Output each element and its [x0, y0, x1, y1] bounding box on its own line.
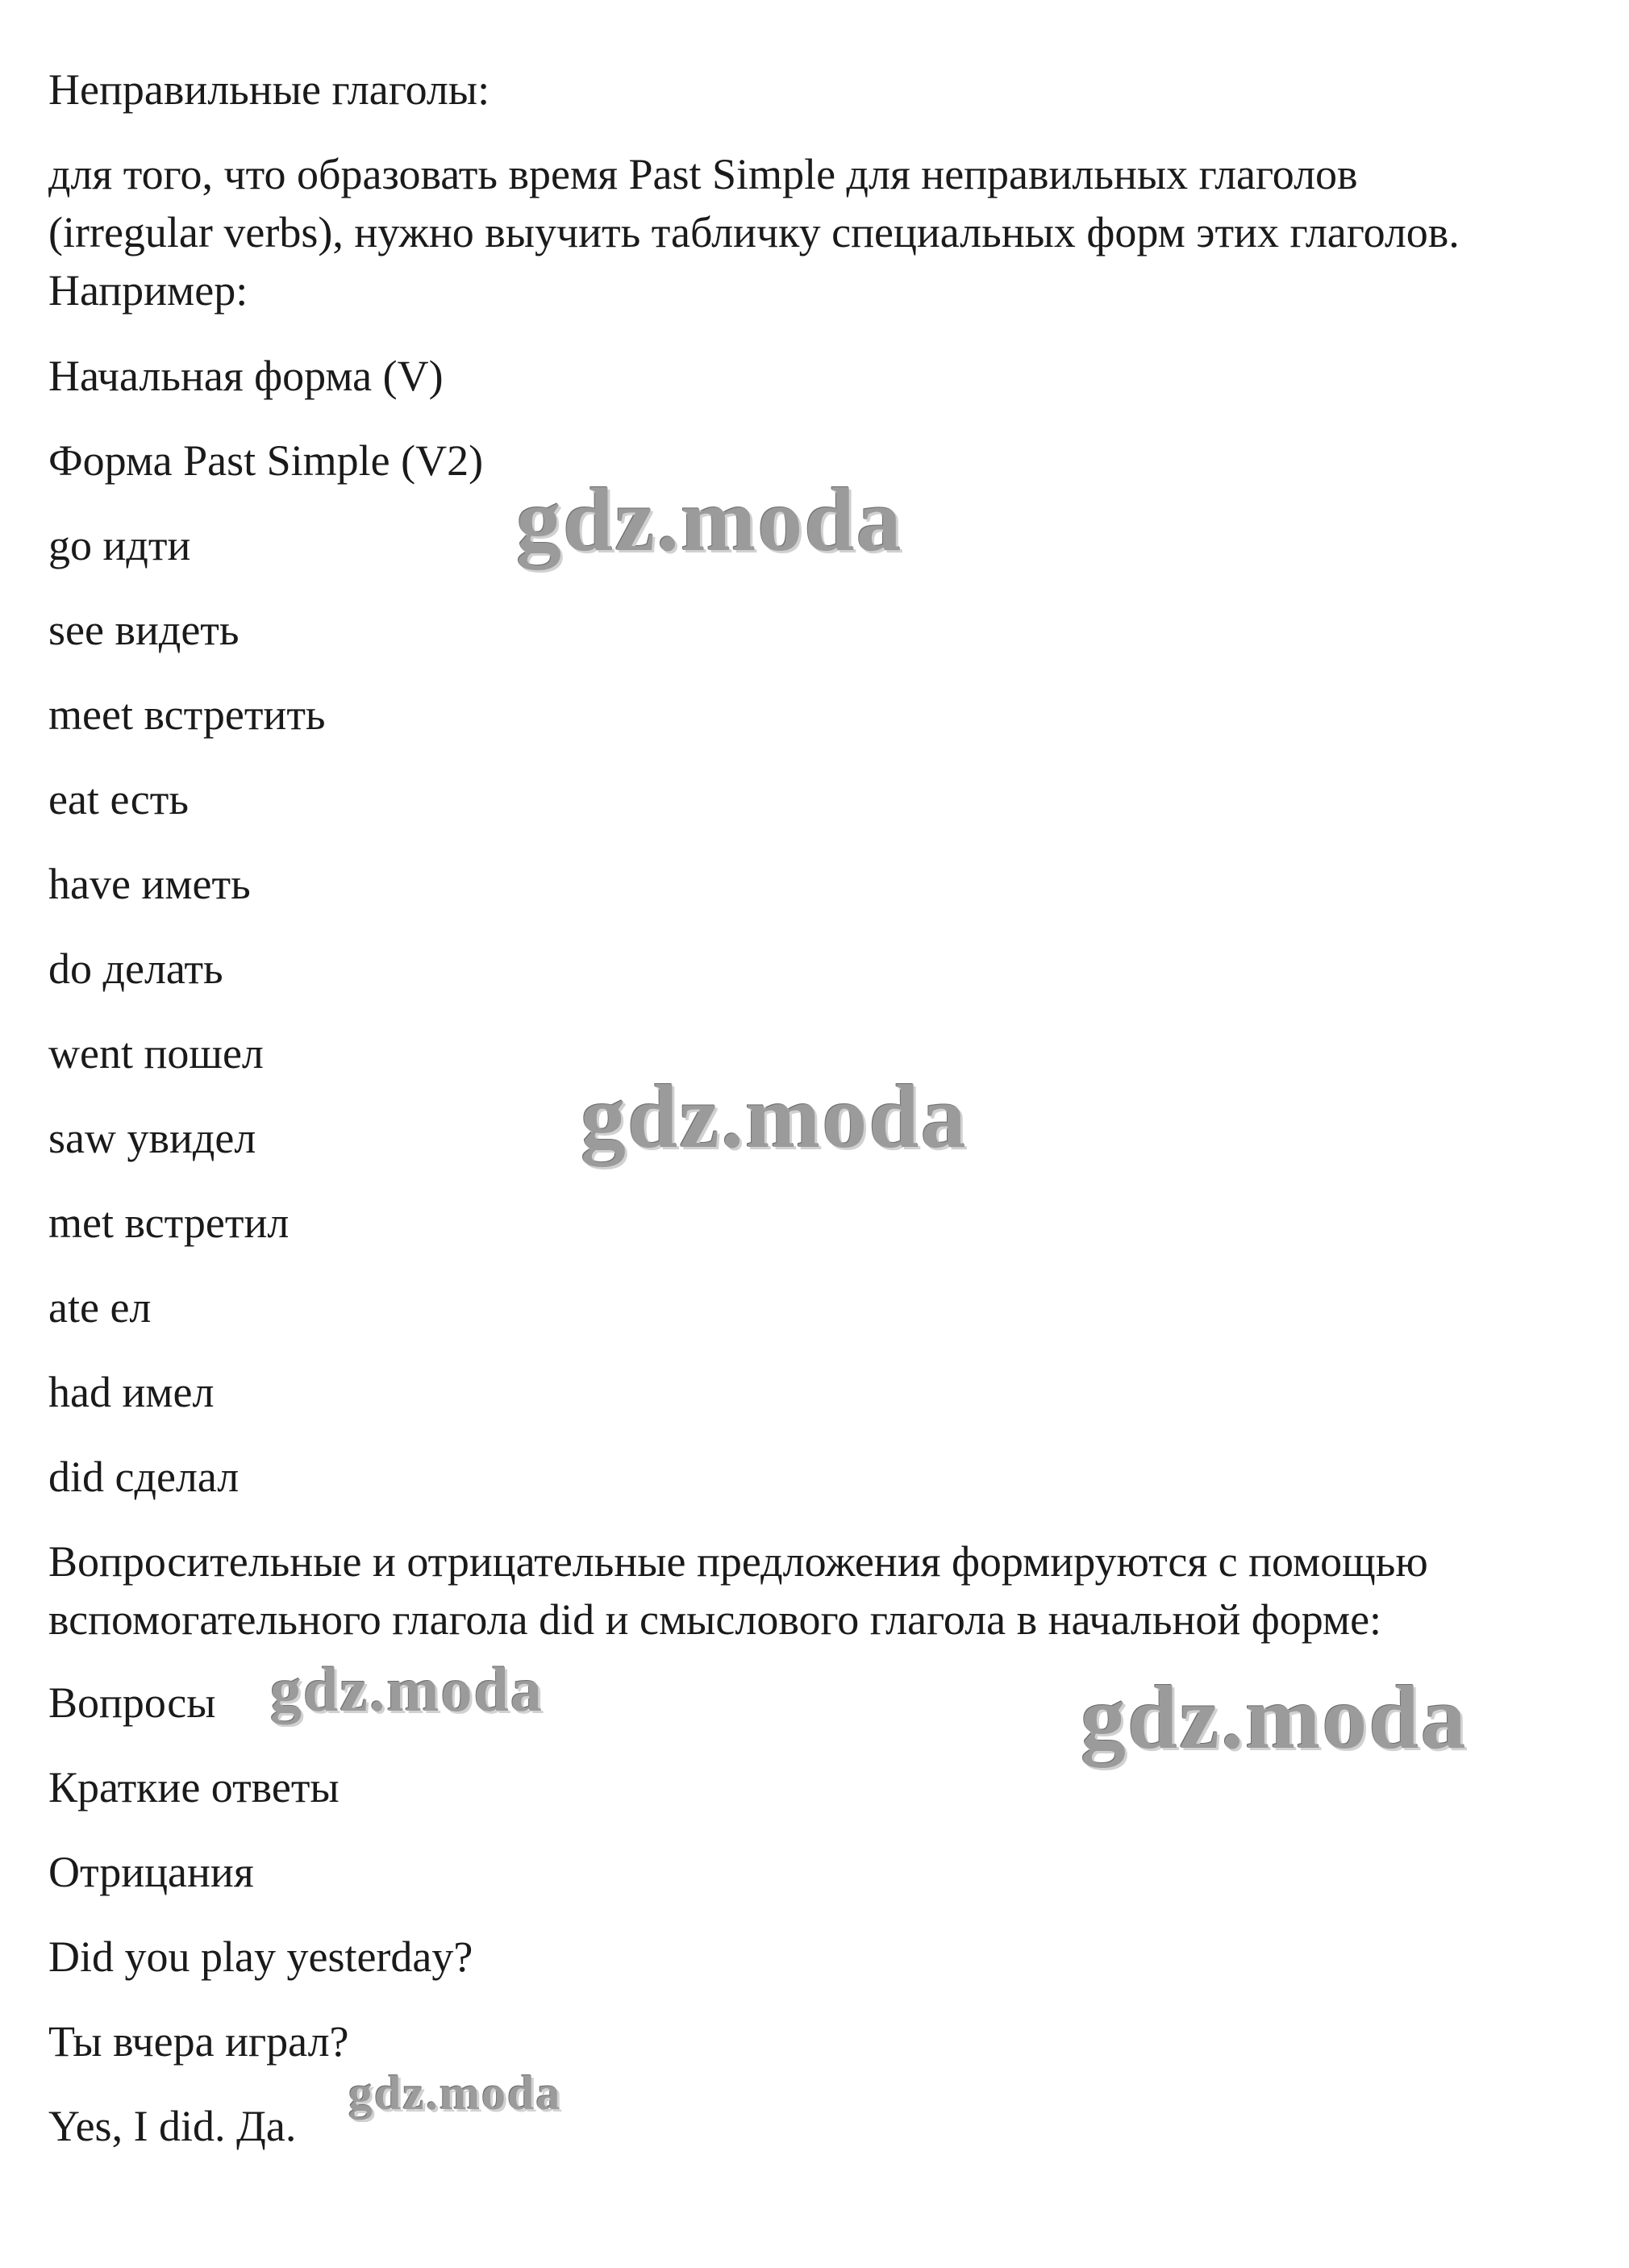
paragraph-line: Например:	[48, 266, 248, 315]
example-answer: Yes, I did. Да.	[48, 2102, 297, 2150]
verb-item: have иметь	[48, 860, 251, 908]
verb-item: eat есть	[48, 775, 189, 823]
verb-item: go идти	[48, 521, 191, 569]
verb-item: do делать	[48, 944, 223, 993]
verb-item: did сделал	[48, 1453, 240, 1501]
section-label-short-answers: Краткие ответы	[48, 1763, 340, 1811]
verb-item: saw увидел	[48, 1114, 256, 1162]
verb-item: had имел	[48, 1368, 215, 1416]
table-header-base-form: Начальная форма (V)	[48, 352, 444, 400]
verb-item: went пошел	[48, 1029, 264, 1078]
section-label-questions: Вопросы	[48, 1678, 216, 1727]
example-question: Did you play yesterday?	[48, 1932, 473, 1981]
paragraph-line: (irregular verbs), нужно выучить табличку специальных форм этих глаголов.	[48, 208, 1460, 256]
paragraph-line: Вопросительные и отрицательные предложения формируются с помощью	[48, 1537, 1428, 1586]
verb-item: meet встретить	[48, 690, 326, 739]
watermark: gdz.moda	[516, 470, 903, 570]
verb-item: see видеть	[48, 606, 240, 654]
section-label-negations: Отрицания	[48, 1848, 254, 1896]
verb-item: met встретил	[48, 1199, 290, 1247]
watermark: gdz.moda	[581, 1067, 968, 1167]
paragraph-line: вспомогательного глагола did и смыслового глагола в начальной форме:	[48, 1595, 1382, 1644]
watermark: gdz.moda	[348, 2066, 562, 2120]
paragraph-line: для того, что образовать время Past Simple для неправильных глаголов	[48, 150, 1358, 198]
verb-item: ate ел	[48, 1283, 152, 1332]
heading-irregular-verbs: Неправильные глаголы:	[48, 65, 490, 114]
watermark: gdz.moda	[270, 1654, 544, 1724]
watermark: gdz.moda	[1081, 1668, 1468, 1768]
table-header-past-form: Форма Past Simple (V2)	[48, 436, 484, 485]
example-translation: Ты вчера играл?	[48, 2017, 349, 2066]
